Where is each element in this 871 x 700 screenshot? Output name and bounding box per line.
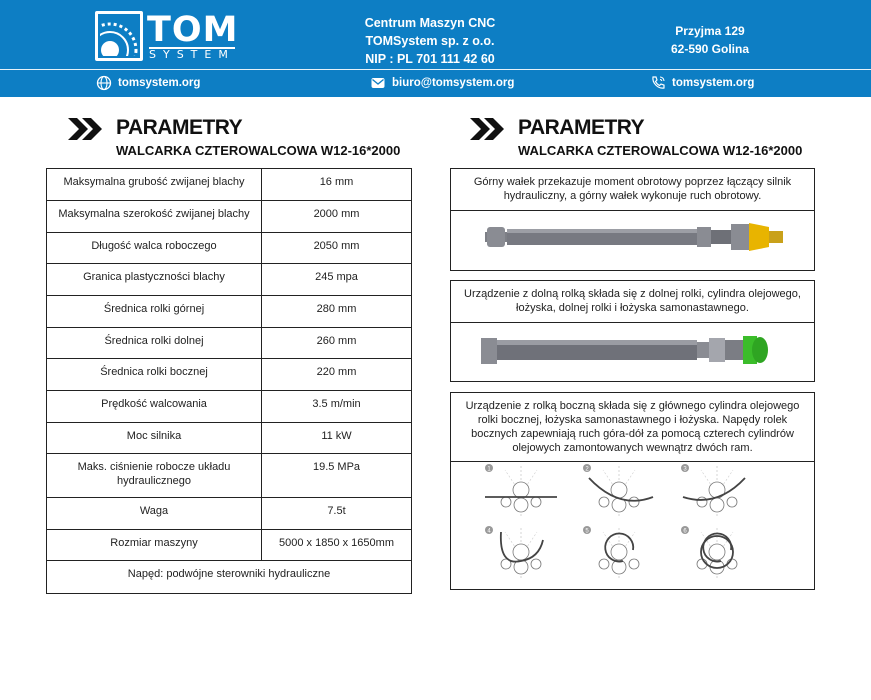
spec-label: Granica plastyczności blachy bbox=[47, 264, 262, 296]
phone-contact[interactable] bbox=[650, 74, 754, 92]
table-row bbox=[47, 391, 412, 423]
table-row bbox=[47, 359, 412, 391]
address-line: 62-590 Golina bbox=[670, 42, 750, 56]
step-number: 2 bbox=[585, 466, 589, 473]
spec-value: 5000 x 1850 x 1650mm bbox=[262, 530, 412, 561]
lower-roller-image bbox=[450, 323, 815, 382]
spec-value: 260 mm bbox=[262, 328, 412, 359]
table-row bbox=[47, 264, 412, 296]
table-row bbox=[47, 561, 412, 594]
bending-step-6 bbox=[681, 526, 737, 578]
page-subtitle: WALCARKA CZTEROWALCOWA W12-16*2000 bbox=[116, 143, 401, 158]
lower-roller-description: Urządzenie z dolną rolką składa się z dolnej rolki, cylindra olejowego, łożyska, dolnej rolki i łożyska samonastawnego. bbox=[450, 280, 815, 323]
address-line: Przyjma 129 bbox=[675, 24, 745, 38]
spec-value: 245 mpa bbox=[262, 264, 412, 296]
page-title: PARAMETRY bbox=[116, 116, 243, 139]
company-line: Centrum Maszyn CNC bbox=[364, 16, 496, 30]
page-title: PARAMETRY bbox=[518, 116, 645, 139]
logo-tom-text: TOM bbox=[147, 10, 239, 50]
step-number: 1 bbox=[487, 466, 491, 473]
spec-label: Prędkość walcowania bbox=[47, 391, 262, 423]
spec-value: 19.5 MPa bbox=[262, 454, 412, 498]
spec-value: 2050 mm bbox=[262, 233, 412, 264]
address-info bbox=[640, 22, 780, 58]
spec-value: 3.5 m/min bbox=[262, 391, 412, 423]
lower-roller-illustration bbox=[451, 323, 813, 380]
header-divider bbox=[0, 69, 871, 70]
upper-roller-image bbox=[450, 211, 815, 271]
spec-label: Długość walca roboczego bbox=[47, 233, 262, 264]
upper-roller-illustration bbox=[451, 211, 813, 269]
spec-value: 16 mm bbox=[262, 169, 412, 201]
logo-system-text: SYSTEM bbox=[149, 48, 235, 61]
drive-note: Napęd: podwójne sterowniki hydrauliczne bbox=[47, 561, 412, 594]
step-number: 4 bbox=[487, 528, 491, 535]
spec-value: 2000 mm bbox=[262, 201, 412, 233]
table-row bbox=[47, 530, 412, 561]
bending-step-5 bbox=[583, 526, 639, 578]
bending-step-1 bbox=[485, 464, 557, 516]
website-contact[interactable] bbox=[96, 74, 200, 92]
spec-value: 220 mm bbox=[262, 359, 412, 391]
side-roller-description: Urządzenie z rolką boczną składa się z głównego cylindra olejowego rolki bocznej, łożyska samonastawnego i łożyska. Napędy rolek bocznych zapewniają ruch góra-dół za pomocą czterech cylindrów olejowych zamontowanych wewnątrz dwóch ram. bbox=[450, 392, 815, 462]
step-number: 6 bbox=[683, 528, 687, 535]
company-info bbox=[330, 14, 530, 68]
left-title-block bbox=[68, 116, 428, 164]
upper-roller-description: Górny wałek przekazuje moment obrotowy poprzez łączący silnik hydrauliczny, a górny wałek wykonuje ruch obrotowy. bbox=[450, 168, 815, 211]
spec-label: Maksymalna szerokość zwijanej blachy bbox=[47, 201, 262, 233]
table-row bbox=[47, 328, 412, 359]
spec-value: 280 mm bbox=[262, 296, 412, 328]
spec-label: Waga bbox=[47, 498, 262, 530]
double-chevron-icon bbox=[68, 118, 104, 140]
table-row bbox=[47, 201, 412, 233]
page-subtitle: WALCARKA CZTEROWALCOWA W12-16*2000 bbox=[518, 143, 803, 158]
table-row bbox=[47, 498, 412, 530]
email-contact[interactable] bbox=[370, 74, 514, 92]
company-line: NIP : PL 701 111 42 60 bbox=[365, 52, 495, 66]
table-row bbox=[47, 296, 412, 328]
company-line: TOMSystem sp. z o.o. bbox=[365, 34, 495, 48]
spec-value: 7.5t bbox=[262, 498, 412, 530]
spec-label: Średnica rolki górnej bbox=[47, 296, 262, 328]
table-row bbox=[47, 423, 412, 454]
bending-step-4 bbox=[485, 526, 543, 578]
double-chevron-icon bbox=[470, 118, 506, 140]
bending-steps-illustration bbox=[451, 462, 813, 588]
spec-value: 11 kW bbox=[262, 423, 412, 454]
spec-label: Rozmiar maszyny bbox=[47, 530, 262, 561]
spec-table bbox=[46, 168, 412, 594]
spec-label: Średnica rolki bocznej bbox=[47, 359, 262, 391]
website-link[interactable]: tomsystem.org bbox=[118, 77, 201, 89]
spec-label: Maks. ciśnienie robocze układu hydraulicznego bbox=[47, 454, 262, 498]
table-row bbox=[47, 169, 412, 201]
step-number: 3 bbox=[683, 466, 687, 473]
gear-logo-icon bbox=[95, 11, 143, 61]
step-number: 5 bbox=[585, 528, 589, 535]
tomsystem-logo[interactable] bbox=[95, 10, 239, 61]
table-row bbox=[47, 454, 412, 498]
envelope-icon bbox=[370, 75, 386, 91]
spec-label: Moc silnika bbox=[47, 423, 262, 454]
phone-icon bbox=[650, 75, 666, 91]
bending-step-3 bbox=[681, 464, 745, 516]
website-link-secondary[interactable]: tomsystem.org bbox=[672, 77, 755, 89]
bending-step-2 bbox=[583, 464, 653, 516]
globe-icon bbox=[96, 75, 112, 91]
header-bar bbox=[0, 0, 871, 97]
table-row bbox=[47, 233, 412, 264]
right-title-block bbox=[470, 116, 830, 164]
bending-steps-diagram bbox=[450, 462, 815, 590]
spec-label: Maksymalna grubość zwijanej blachy bbox=[47, 169, 262, 201]
email-link[interactable]: biuro@tomsystem.org bbox=[392, 77, 515, 89]
spec-label: Średnica rolki dolnej bbox=[47, 328, 262, 359]
